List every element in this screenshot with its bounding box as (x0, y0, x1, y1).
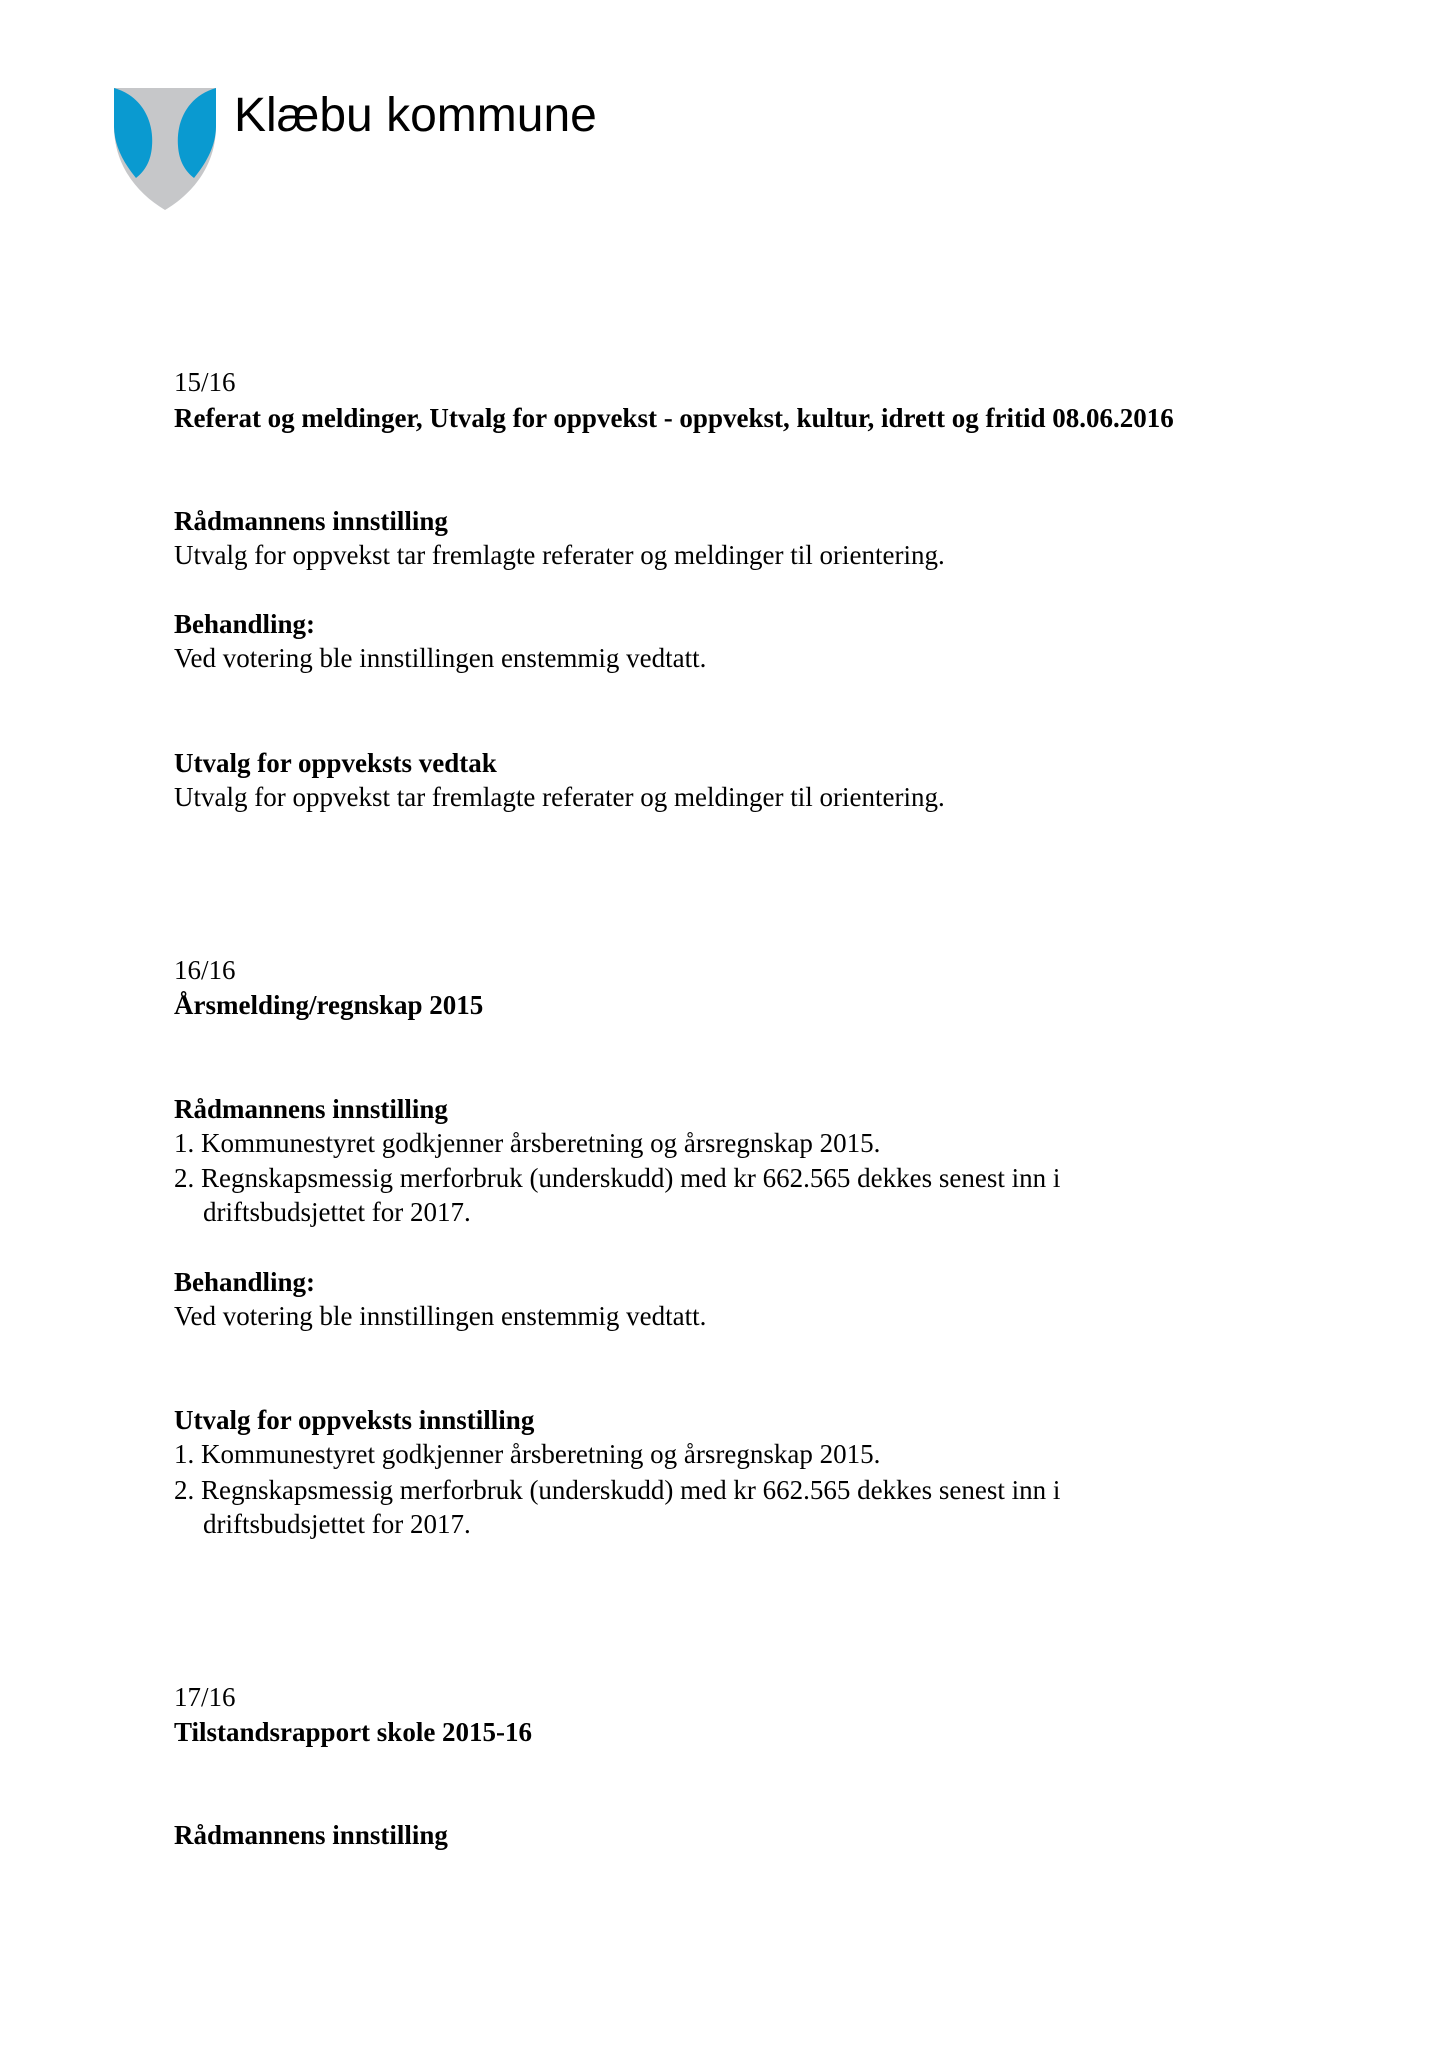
section-heading: Rådmannens innstilling (174, 1094, 448, 1124)
list-item: 2. Regnskapsmessig merforbruk (underskudd) med kr 662.565 dekkes senest inn i (174, 1163, 1061, 1193)
section-text: Utvalg for oppvekst tar fremlagte referater og meldinger til orientering. (174, 540, 945, 570)
section-heading: Utvalg for oppveksts innstilling (174, 1405, 535, 1435)
case-title: Årsmelding/regnskap 2015 (174, 990, 484, 1020)
section-text: Ved votering ble innstillingen enstemmig vedtatt. (174, 1301, 707, 1331)
case-title: Referat og meldinger, Utvalg for oppvekst - oppvekst, kultur, idrett og fritid 08.06.2016 (174, 403, 1174, 433)
org-name: Klæbu kommune (234, 89, 597, 142)
section-heading: Rådmannens innstilling (174, 506, 448, 536)
section-heading: Utvalg for oppveksts vedtak (174, 748, 497, 778)
list-item-continuation: driftsbudsjettet for 2017. (203, 1197, 471, 1227)
section-text: Ved votering ble innstillingen enstemmig vedtatt. (174, 643, 707, 673)
case-number: 17/16 (174, 1682, 236, 1712)
section-heading: Rådmannens innstilling (174, 1820, 448, 1850)
section-heading: Behandling: (174, 1267, 316, 1297)
municipality-coat-of-arms-logo (112, 86, 218, 212)
list-item: 2. Regnskapsmessig merforbruk (underskudd) med kr 662.565 dekkes senest inn i (174, 1475, 1061, 1505)
list-item: 1. Kommunestyret godkjenner årsberetning og årsregnskap 2015. (174, 1128, 881, 1158)
list-item: 1. Kommunestyret godkjenner årsberetning og årsregnskap 2015. (174, 1439, 881, 1469)
case-number: 15/16 (174, 367, 236, 397)
case-number: 16/16 (174, 955, 236, 985)
section-heading: Behandling: (174, 609, 316, 639)
case-title: Tilstandsrapport skole 2015-16 (174, 1717, 533, 1747)
list-item-continuation: driftsbudsjettet for 2017. (203, 1509, 471, 1539)
section-text: Utvalg for oppvekst tar fremlagte referater og meldinger til orientering. (174, 782, 945, 812)
